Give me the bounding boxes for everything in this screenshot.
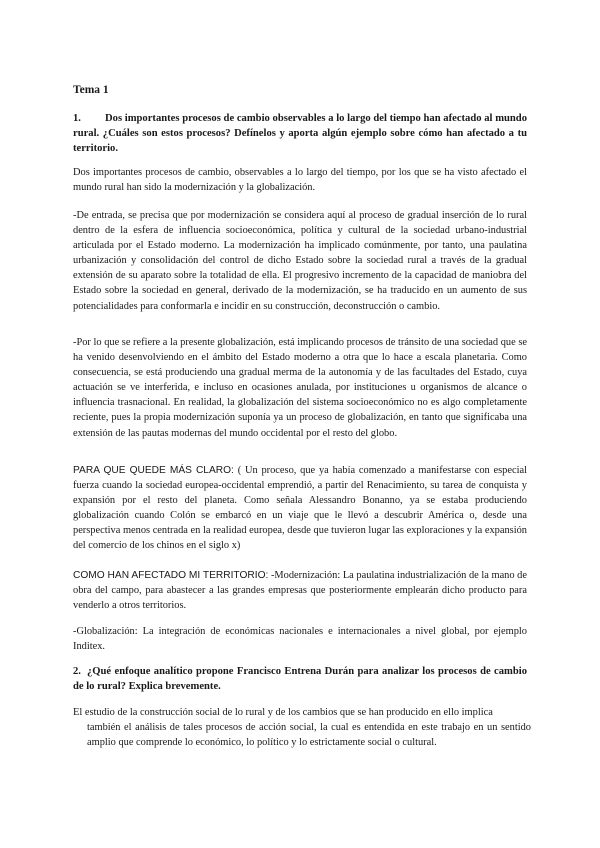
- enfoque-rest: también el análisis de tales procesos de acción social, la cual es entendida en este trabajo en un sentido amplio que comprende lo económico, lo político y lo estrictamente social o cultural.: [87, 722, 531, 749]
- question-1: [73, 111, 527, 156]
- paragraph-globalizacion-ejemplo: -Globalización: La integración de económicas nacionales e internacionales a nivel global, por ejemplo Inditex.: [73, 626, 527, 653]
- enfoque-first-line: El estudio de la construcción social de lo rural y de los cambios que se han producido en ello implica: [73, 707, 493, 718]
- paragraph-intro: Dos importantes procesos de cambio, observables a lo largo del tiempo, por los que se ha visto afectado el mundo rural han sido la modernización y la globalización.: [73, 167, 527, 194]
- aclaracion-lead: PARA QUE QUEDE MÁS CLARO:: [73, 465, 234, 476]
- aclaracion-text: ( Un proceso, que ya había comenzado a manifestarse con especial fuerza cuando la sociedad europea-occidental emprendió, a partir del Renacimiento, su tarea de conquista y expansión por el resto del planeta. Como señala Alessandro Bonanno, ya se estaba produciendo globalización cuando Colón se embarcó en un viaje que le llevó a descubrir América o, desde una perspectiva menos centrada en la realidad europea, desde que tuvieron lugar las exploraciones y la expansión del comercio de los chinos en el siglo x): [73, 465, 527, 552]
- question-1-number: 1.: [73, 113, 81, 124]
- question-2-number: 2.: [73, 666, 81, 677]
- page-heading: Tema 1: [73, 84, 109, 96]
- territorio-text: -Modernización: La paulatina industrialización de la mano de obra del campo, para abastecer a las grandes empresas que posteriormente emplearán dicho producto para venderlo a otros territorios.: [73, 570, 527, 612]
- paragraph-territorio: [73, 568, 527, 613]
- paragraph-modernizacion: -De entrada, se precisa que por modernización se considera aquí al proceso de gradual inserción de lo rural dentro de la esfera de influencia socioeconómica, política y cultural de la sociedad urbano-industrial articulada por el Estado moderno. La modernización ha implicado comúnmente, por tanto, una paulatina urbanización y consolidación del control de dicho Estado sobre la sociedad rural a través de la gradual extensión de su aparato sobre la totalidad de ella. El progresivo incremento de la capacidad de maniobra del Estado sobre la sociedad en general, derivado de la modernización, se ha traducido en un aumento de sus potencialidades para conformarla e incidir en su construcción, deconstrucción o cambio.: [73, 210, 527, 312]
- paragraph-globalizacion: -Por lo que se refiere a la presente globalización, está implicando procesos de tránsito de una sociedad que se ha venido desenvolviendo en el ámbito del Estado moderno a otra que lo hace a escala planetaria. Como consecuencia, se está produciendo una gradual merma de la autonomía y de las facultades del Estado, cuya actuación se ve interferida, e incluso en ocasiones anulada, por instituciones u organismos de alcance o influencia trasnacional. En realidad, la globalización del sistema socioeconómico no es algo completamente reciente, pues la propia modernización suponía ya un proceso de globalización, en tanto que significaba una extensión de las pautas modernas del mundo occidental por el resto del globo.: [73, 337, 527, 439]
- question-1-text: Dos importantes procesos de cambio observables a lo largo del tiempo han afectado al mundo rural. ¿Cuáles son estos procesos? Defínelos y aporta algún ejemplo sobre cómo han afectado a tu territorio.: [73, 113, 527, 154]
- territorio-lead: COMO HAN AFECTADO MI TERRITORIO:: [73, 570, 269, 581]
- paragraph-aclaracion: [73, 463, 527, 554]
- question-2: [73, 664, 527, 694]
- paragraph-enfoque: [73, 705, 531, 750]
- question-2-text: ¿Qué enfoque analítico propone Francisco Entrena Durán para analizar los procesos de cambio de lo rural? Explica brevemente.: [73, 666, 527, 692]
